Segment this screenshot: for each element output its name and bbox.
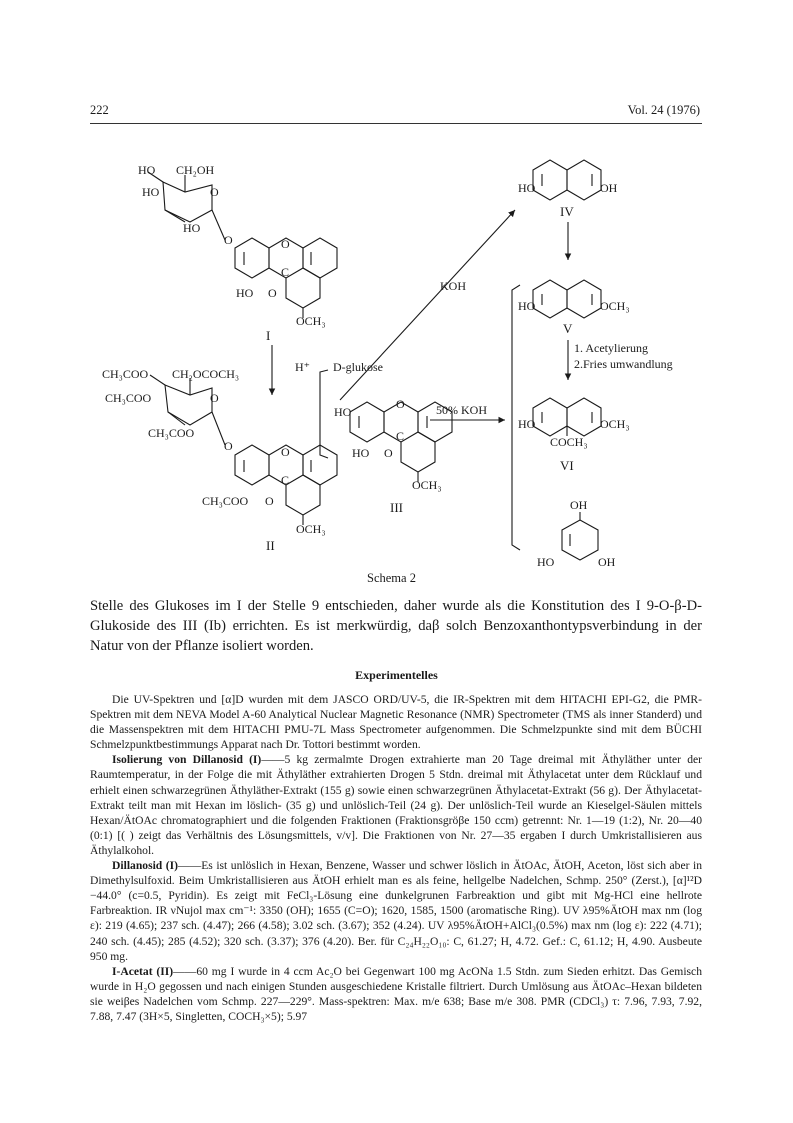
i-ho-4: HO: [236, 286, 254, 300]
paragraph-isolation-text: ——5 kg zermalmte Drogen extrahierte man 20 Tage dreimal mit Äthyläther unter der Raumtemperatur, in der Folge die mit Äthyläther extrahierten Drogen 5 Stdn. dreimal mit Äthylacetat unter dem Rücklauf und erhielt einen schwarzegrünen Äthyläther-Extrakt (155 g) sowie einen schwarzegrünen Äthylacetat-Extrakt (56 g). Der Äthylacetat-Extrakt teilt man mit Hexan im löslich- (35 g) und unlöslich-Teil (24 g). Der unlöslich-Teil wurde an Kieselgel-Säulen mittels Hexan/ÄtOAc chromatographiert und die folgenden Fraktionen (Fraktionsgröβe 150 ccm) getrennt: Nr. 1—19 (1:2), Nr. 20—40 (0:1) [( ) zeigt das Verhältnis des Lösungsmittels, v/v]. Die Fraktionen von Nr. 27—35 ergaben I durch Umkristallisieren aus Äthylalkohol.: [90, 753, 702, 857]
phlor-oh-1: OH: [570, 498, 588, 512]
compound-iv-structure: [533, 160, 601, 200]
intro-paragraph: [90, 596, 702, 656]
iii-och3: OCH₃: [412, 478, 442, 492]
i-ho-1: HO: [138, 163, 156, 177]
ii-ch3coo-1: CH₃COO: [102, 367, 149, 381]
compound-v-structure: [533, 280, 601, 318]
ii-ch2ococh3: CH₂OCOCH₃: [172, 367, 240, 381]
label-ii: II: [266, 538, 275, 553]
paragraph-acetat-lead: I-Acetat (II): [112, 964, 174, 978]
ii-och3: OCH₃: [296, 522, 326, 536]
i-carbonyl-o: O: [268, 286, 277, 300]
paragraph-acetat-text: ——60 mg I wurde in 4 ccm Ac₂O bei Gegenwart 100 mg AcONa 1.5 Stdn. zum Sieden erhitzt. Das Gemisch wurde in H₂O gegossen und nach einigen Stunden ausgeschiedene Kristalle filtriert. Durch Umlösung aus ÄtOAc–Hexan bildeten sie weiβes Nadelchen vom Schmp. 227—229°. Mass-spektren: Max. m/e 638; Base m/e 308. PMR (CDCl₃) τ: 7.96, 7.93, 7.92, 7.88, 7.47 (3H×5, Singletten, COCH₃×5); 5.97: [90, 964, 702, 1023]
paragraph-dillanosid: [90, 858, 702, 964]
i-ring-o: O: [210, 185, 219, 199]
vi-ho: HO: [518, 417, 536, 431]
label-iv: IV: [560, 204, 574, 219]
reagent-koh50: 50% KOH: [436, 403, 487, 417]
i-ch2oh: CH₂OH: [176, 163, 215, 177]
page-number: 222: [90, 103, 109, 117]
i-glyco-o: O: [224, 233, 233, 247]
paragraph-acetat: [90, 964, 702, 1024]
i-och3: OCH₃: [296, 314, 326, 328]
ii-ch3coo-2: CH₃COO: [105, 391, 152, 405]
ii-ring-o: O: [210, 391, 219, 405]
iii-ho-1: HO: [334, 405, 352, 419]
iii-carbonyl-c: C: [396, 429, 405, 443]
paragraph-isolation-lead: Isolierung von Dillanosid (I): [112, 753, 262, 767]
section-title: Experimentelles: [355, 668, 438, 682]
phlor-ho: HO: [537, 555, 555, 569]
iv-oh: OH: [600, 181, 618, 195]
ii-carbonyl-o: O: [265, 494, 274, 508]
reagent-koh: KOH: [440, 279, 466, 293]
label-vi: VI: [560, 458, 574, 473]
label-i: I: [266, 328, 271, 343]
paragraph-instruments: [90, 692, 702, 752]
iii-carbonyl-o: O: [384, 446, 393, 460]
paragraph-instruments-text: Die UV-Spektren und [α]D wurden mit dem JASCO ORD/UV-5, die IR-Spektren mit dem HITACHI EPI-G2, die PMR-Spektren mit dem NEVA Model A-60 Analytical Nuclear Magnetic Resonance (NMR) Spectrometer (TMS als inner Standerd) und die Massenspektren mit dem HITACHI PMU-7L Mass Spectrometer aufgenommen. Die Schmelzpunkte sind mit dem BÜCHI Schmelzpunktbestimmungs Apparat nach Dr. Tottori bestimmt worden.: [90, 693, 702, 752]
vi-coch3: COCH₃: [550, 435, 588, 449]
ii-ch3coo-3: CH₃COO: [148, 426, 195, 440]
v-och3: OCH₃: [600, 299, 630, 313]
i-ho-2: HO: [142, 185, 160, 199]
phlor-oh-2: OH: [598, 555, 616, 569]
iii-ho-2: HO: [352, 446, 370, 460]
iii-xanth-o: O: [396, 397, 405, 411]
paragraph-isolation: [90, 752, 702, 858]
v-ho: HO: [518, 299, 536, 313]
paragraph-dillanosid-lead: Dillanosid (I): [112, 859, 179, 873]
ii-glyco-o: O: [224, 439, 233, 453]
compound-vi-structure: [533, 398, 601, 436]
reagent-step1: 1. Acetylierung: [574, 341, 648, 355]
iv-ho: HO: [518, 181, 536, 195]
bracket-iii: [320, 370, 328, 458]
header-rule: [90, 123, 702, 124]
reagent-step2: 2.Fries umwandlung: [574, 357, 673, 371]
ii-ch3coo-4: CH₃COO: [202, 494, 249, 508]
paragraph-dillanosid-text: ——Es ist unlöslich in Hexan, Benzene, Wasser und schwer löslich in ÄtOAc, ÄtOH, Aceton, löst sich aber in Dimethylsulfoxid. Beim Umkristallisieren aus ÄtOH erhielt man es als feine, hellgelbe Nadelchen, Schmp. 250° (Zerst.), [α]¹²D −44.0° (c=0.5, Pyridin). Es zeigt mit FeCl₃-Lösung eine dunkelgrunen Farbreaktion und gibt mit Mg-HCl eine hellrote Farbreaktion. IR νNujol max cm⁻¹: 3350 (OH); 1655 (C=O); 1620, 1585, 1500 (aromatische Ring). UV λ95%ÄtOH max nm (log ε): 219 (4.65); 237 sch. (4.47); 266 (4.58); 3.02 sch. (3.67); 352 (4.24). UV λ95%ÄtOH+AlCl₃(0.5%) max nm (log ε): 222 (4.71); 240 sch. (4.45); 285 (4.52); 320 sch. (3.37); 376 (4.20). Ber. für C₂₄H₂₂O₁₀: C, 61.27; H, 4.72. Gef.: C, 61.12; H, 4.90. Ausbeute 950 mg.: [90, 859, 703, 963]
running-header: [90, 103, 700, 119]
vi-och3: OCH₃: [600, 417, 630, 431]
i-xanth-o: O: [281, 237, 290, 251]
scheme-caption: Schema 2: [367, 571, 416, 585]
label-iii: III: [390, 500, 403, 515]
ii-carbonyl-c: C: [281, 473, 290, 487]
reagent-acid: H⁺: [295, 360, 310, 374]
reaction-scheme: [0, 130, 793, 590]
phloroglucinol-structure: [562, 512, 598, 560]
ii-xanth-o: O: [281, 445, 290, 459]
reagent-glucose: D-glukose: [333, 360, 383, 374]
label-v: V: [563, 321, 573, 336]
experimental-body: [90, 692, 702, 1024]
i-carbonyl-c: C: [281, 265, 290, 279]
i-ho-3: HO: [183, 221, 201, 235]
volume-info: Vol. 24 (1976): [627, 103, 700, 117]
intro-text: Stelle des Glukoses im I der Stelle 9 entschieden, daher wurde als die Konstitution des I 9-O-β-D-Glukoside des III (Ib) errichten. Es ist merkwürdig, daβ solch Benzoxanthontypsverbindung in der Natur von der Pflanze isoliert worden.: [90, 598, 702, 654]
